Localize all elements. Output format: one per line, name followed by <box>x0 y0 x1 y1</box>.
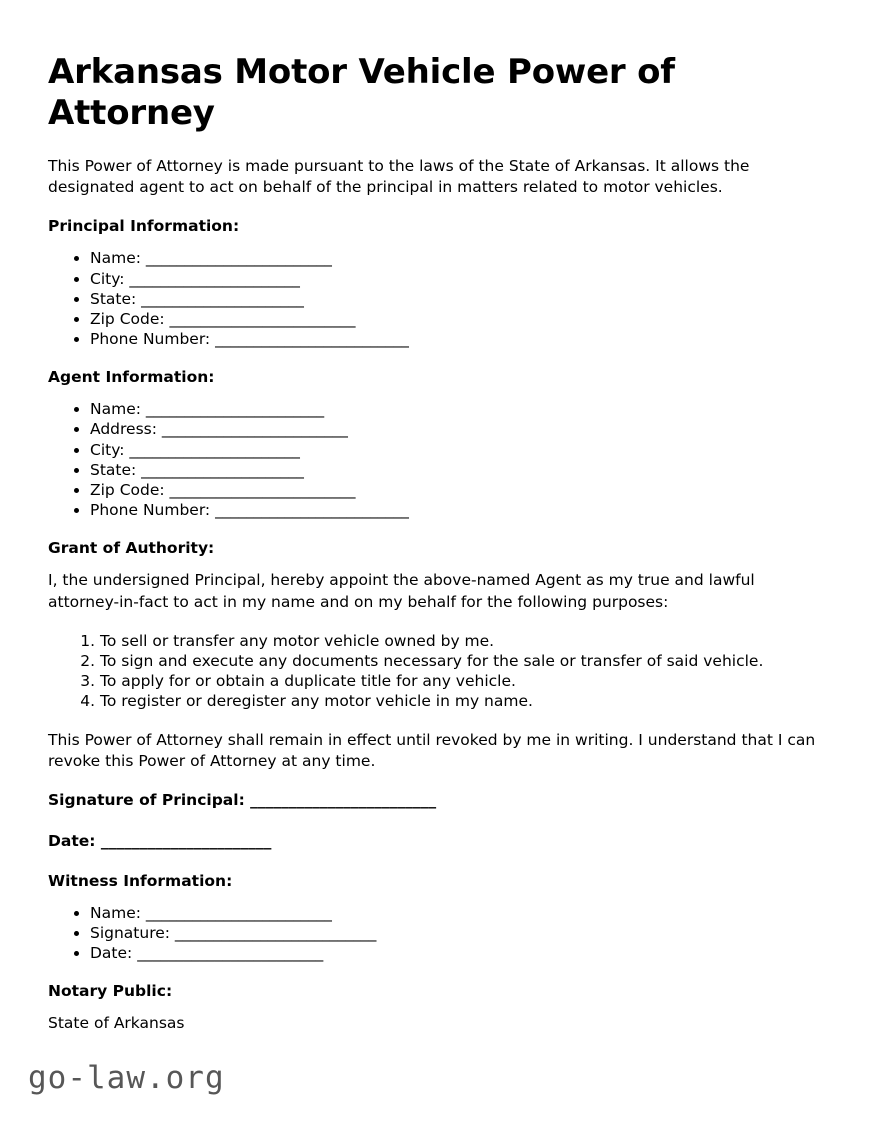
list-item: 3. To apply for or obtain a duplicate title for any vehicle. <box>100 671 821 691</box>
signature-of-principal-label: Signature of Principal: <box>48 791 251 810</box>
list-item: • Zip Code: ________________________ <box>90 480 821 500</box>
list-item: 1. To sell or transfer any motor vehicle owned by me. <box>100 631 821 651</box>
list-item: 4. To register or deregister any motor vehicle in my name. <box>100 691 821 711</box>
list-item: • Name: ________________________ <box>90 903 821 923</box>
agent-information-heading: Agent Information: <box>48 368 215 387</box>
site-watermark: go-law.org <box>28 1060 225 1096</box>
notary-public-heading: Notary Public: <box>48 982 173 1001</box>
list-item: • City: ______________________ <box>90 440 821 460</box>
principal-date-line <box>48 831 821 851</box>
list-item: • Phone Number: _________________________ <box>90 329 821 349</box>
witness-information-heading: Witness Information: <box>48 871 233 890</box>
list-item: • Date: ________________________ <box>90 943 821 963</box>
list-item: 2. To sign and execute any documents necessary for the sale or transfer of said vehicle. <box>100 651 821 671</box>
list-item: • Name: ________________________ <box>90 248 821 268</box>
witness-information-list <box>48 903 821 963</box>
page-title: Arkansas Motor Vehicle Power of Attorney <box>48 52 675 133</box>
list-item: • Name: _______________________ <box>90 399 821 419</box>
list-item: • Zip Code: ________________________ <box>90 309 821 329</box>
list-item: • State: _____________________ <box>90 460 821 480</box>
signature-of-principal-blank: ________________________ <box>250 791 437 810</box>
intro-paragraph: This Power of Attorney is made pursuant to the laws of the State of Arkansas. It allows the designated agent to act on behalf of the principal in matters related to motor vehicles. <box>48 156 750 196</box>
signature-of-principal-line <box>48 790 821 810</box>
list-item: • Phone Number: _________________________ <box>90 500 821 520</box>
grant-of-authority-list <box>48 631 821 712</box>
list-item: • City: ______________________ <box>90 269 821 289</box>
notary-state-line: State of Arkansas <box>48 1014 185 1033</box>
grant-of-authority-heading: Grant of Authority: <box>48 539 215 558</box>
revocation-paragraph: This Power of Attorney shall remain in effect until revoked by me in writing. I understand that I can revoke this Power of Attorney at any time. <box>48 730 816 770</box>
list-item: • Signature: __________________________ <box>90 923 821 943</box>
list-item: • State: _____________________ <box>90 289 821 309</box>
principal-information-heading: Principal Information: <box>48 217 240 236</box>
agent-information-list <box>48 399 821 520</box>
list-item: • Address: ________________________ <box>90 419 821 439</box>
grant-of-authority-paragraph: I, the undersigned Principal, hereby appoint the above-named Agent as my true and lawful attorney-in-fact to act in my name and on my behalf for the following purposes: <box>48 571 755 611</box>
principal-information-list <box>48 248 821 349</box>
principal-date-label: Date: <box>48 831 101 850</box>
principal-date-blank: ______________________ <box>100 831 272 850</box>
